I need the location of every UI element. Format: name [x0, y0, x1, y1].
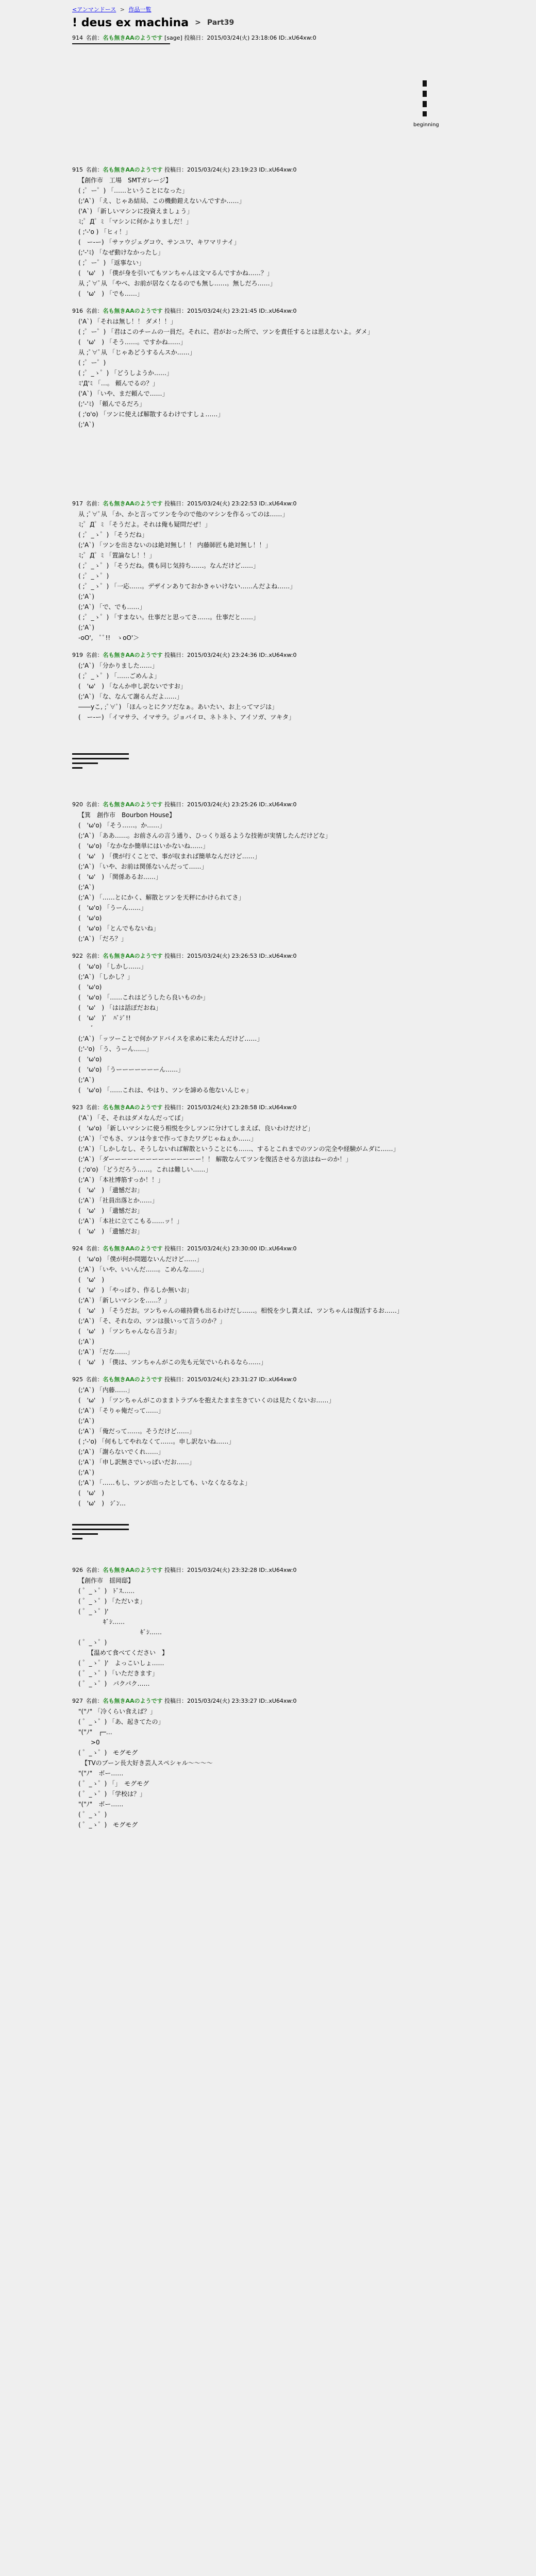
post-line: ('A`) 「それは無し！！ ダメ！！」 [78, 318, 177, 325]
post-meta: 投稿日：2015/03/24(火) 23:31:27 ID:.xU64xw:0 [164, 1376, 297, 1383]
post-number[interactable]: 919 [72, 652, 83, 658]
post-body [72, 175, 464, 299]
bar-art-line [72, 758, 129, 759]
post-line: (;'A`) [78, 1417, 94, 1425]
post-line: ( 'ω'o) 「しかし……」 [78, 963, 147, 970]
post-author-name: 名も無きAAのようです [103, 1104, 163, 1111]
post-line: ( ;゜_ゝ゜) 「そうだね」 [78, 531, 148, 538]
post-gap [72, 1689, 464, 1696]
post [72, 499, 464, 650]
post-line: ( ゜_ゝ゜) 「あ、起きてたの」 [78, 1718, 164, 1725]
post-body [72, 1113, 464, 1236]
post-gap [72, 1558, 464, 1565]
post-meta: 投稿日：2015/03/24(火) 23:26:53 ID:.xU64xw:0 [164, 953, 297, 959]
post [72, 800, 464, 951]
post-meta: 投稿日：2015/03/24(火) 23:24:36 ID:.xU64xw:0 [164, 652, 297, 658]
post-line: ( 'ω' ) 「僕が身を引いてもツンちゃんは文マるんですかね……？」 [78, 269, 273, 277]
post-line: 【TVのブーン長大好き芸人スペシャル〜〜〜〜 [78, 1759, 213, 1767]
post-line: (;'A`) 「……もし、ツンが出ったとしても、いなくなるなよ」 [78, 1479, 251, 1486]
post-line: ( ;゜_ゝ゜) [78, 572, 109, 580]
post-line: 从 ;ﾟ∀ﾟ从 「やべ、お前が居なくなるのでも無し……。無しだろ……」 [78, 280, 276, 287]
post-line: (;'A`) 「しかし？」 [78, 973, 133, 980]
post-name-label: 名前： [86, 500, 103, 507]
post-author-name: 名も無きAAのようです [103, 500, 163, 507]
post-body [72, 810, 464, 944]
post-number[interactable]: 917 [72, 500, 83, 507]
post-header [72, 1565, 464, 1575]
post-line: ﾐ;゜Д゜ﾐ 「置論なし！！」 [78, 552, 156, 559]
post-line: (;'-'ﾐ) 「頼んでるだろ」 [78, 400, 146, 408]
post-line: (;'A`) 「分かりました……」 [78, 662, 158, 669]
art-block [423, 101, 427, 107]
beginning-art [72, 44, 464, 158]
post [72, 1103, 464, 1244]
post-line: 【温めて食べてください 】 [78, 1649, 169, 1656]
post-gap [72, 492, 464, 499]
post-line: ( 'ω' ) 「遺憾だお」 [78, 1228, 143, 1235]
thread-subtitle: Part39 [207, 19, 234, 27]
post-line: ( 'ω' ) [78, 1489, 105, 1497]
post-line: (;'A`) 「で、でも……」 [78, 603, 146, 611]
post-line: ( ゜_ゝ゜) パクパク…… [78, 1680, 150, 1687]
post-line: ( 'ω'o) 「……これは、やはり、ツンを諦める他ないんじゃ」 [78, 1087, 253, 1094]
post-author-name: 名も無きAAのようです [103, 308, 163, 314]
post-author-name: 名も無きAAのようです [103, 1567, 163, 1573]
post-body [72, 1254, 464, 1367]
post-number[interactable]: 925 [72, 1376, 83, 1383]
post-line: ( ;゜ー゜) 「……ということになった」 [78, 187, 189, 194]
post-line: (;'A`) 「ダーーーーーーーーーーーーーーー！！ 解散なんてツンを復活させる方法はねーのか！」 [78, 1156, 352, 1163]
post [72, 165, 464, 306]
post-header [72, 800, 464, 810]
post-header [72, 951, 464, 961]
post-line: ( 'ω' ) 「はは話ぽだおね」 [78, 1004, 162, 1011]
post-name-label: 名前： [86, 953, 103, 959]
post-line: ('A`) 「新しいマシンに投資えましょう」 [78, 208, 193, 215]
post-author-name: 名も無きAAのようです [103, 1245, 163, 1252]
post-line: (;'A`) 「本社博筋すっか！！」 [78, 1176, 164, 1183]
post-line: (;'A`) 「いや、お前は関係ないんだって……」 [78, 863, 208, 870]
post-number[interactable]: 915 [72, 166, 83, 173]
spacer [72, 430, 464, 492]
post-line: (;'A`) [78, 1076, 94, 1083]
post-author-name: 名も無きAAのようです [103, 801, 163, 808]
post [72, 1696, 464, 1837]
post-line: (;'A`) 「申し訳無さでいっぱいだお……」 [78, 1459, 195, 1466]
breadcrumb-section-link[interactable]: 作品一覧 [128, 6, 152, 13]
post-author-name: 名も無きAAのようです [103, 1698, 163, 1704]
post-line: ( ;゜_ゝ゜) 「どうしようか……」 [78, 369, 173, 377]
post-line: ( 'ω' ) 「遺憾だお」 [78, 1207, 143, 1214]
page-title: ! deus ex machina [72, 16, 189, 29]
post-meta: 投稿日：2015/03/24(火) 23:22:53 ID:.xU64xw:0 [164, 500, 297, 507]
post-gap [72, 1095, 464, 1103]
post-line: ( 'ω' ) 「僕は、ツンちゃんがこの先も元気でいられるなら……」 [78, 1359, 267, 1366]
post-header [72, 1375, 464, 1385]
breadcrumb-home-link[interactable]: <アンマンドース [72, 6, 116, 13]
post-line: (;'-'ﾐ) 「なぜ動けなかったし」 [78, 249, 164, 256]
post-line: ( ゜_ゝ゜)' [78, 1608, 109, 1615]
post-line: 【創作市 揺岡邸】 [78, 1577, 135, 1584]
post-line: ( 'ω' ) 「やっぱり、作るしか無いお」 [78, 1286, 193, 1294]
post-line: ( ;゜_ゝ゜) 「……ごめんよ」 [78, 672, 161, 680]
dot-column-art [413, 80, 439, 128]
post-name-label: 名前： [86, 1567, 103, 1573]
post-body [72, 509, 464, 643]
post-line: "("ﾉ" ボー…… [78, 1801, 124, 1808]
post-body [72, 1385, 464, 1509]
bar-art [72, 722, 464, 792]
post-author-name: 名も無きAAのようです [103, 166, 163, 173]
bar-art-line [72, 1524, 129, 1526]
post-line: (;'A`) 「ツンを出さないのは絶対無し！！ 内藤師匠も絶対無し！！」 [78, 541, 272, 549]
post-name-label: 名前： [86, 801, 103, 808]
art-block [423, 91, 427, 97]
post-header [72, 650, 464, 660]
post-line: ( ゜_ゝ゜)' よっこいしょ…… [78, 1659, 164, 1667]
post-line: ( 'ω' ) 「ツンちゃんなら言うお」 [78, 1328, 180, 1335]
post-line: 从 ;ﾟ∀ﾟ从 「じゃあどうするんスか……」 [78, 349, 196, 356]
post-line: (;'A`) 「そりゃ俺だって……」 [78, 1407, 164, 1414]
breadcrumb-separator: > [120, 6, 125, 13]
post-line: (;'A`) 「だな……」 [78, 1348, 133, 1355]
post-line: ――yこ, ;ﾟ∀ﾟ) 「ほんっとにクソだなぁ。あいたい、お上ってマジは」 [78, 703, 278, 710]
post-line: ( 'ω'o) 「僕が何か問題ないんだけど……」 [78, 1256, 203, 1263]
post-line: (;'A`) 「な、なんて謝るんだよ……」 [78, 693, 183, 700]
post-number[interactable]: 914 [72, 35, 83, 41]
bar-art-line [72, 1529, 129, 1530]
art-block [423, 111, 427, 116]
bar-art-line [72, 767, 82, 769]
post-meta: 投稿日：2015/03/24(火) 23:28:58 ID:.xU64xw:0 [164, 1104, 297, 1111]
title-separator: > [195, 19, 201, 27]
post-line: ( ;'-'o ) 「ヒィ！」 [78, 228, 131, 235]
post-line: ( ;゜_ゝ゜) 「一応……。デザインありておかきゃいけない……んだよね……」 [78, 583, 296, 590]
post-header [72, 1103, 464, 1113]
post-line: ﾞ [78, 1025, 94, 1032]
post-name-label: 名前： [86, 166, 103, 173]
post-line: (;'A`) [78, 421, 94, 428]
post-author-name: 名も無きAAのようです [103, 953, 163, 959]
post-meta: 投稿日：2015/03/24(火) 23:19:23 ID:.xU64xw:0 [164, 166, 297, 173]
post-gap [72, 1830, 464, 1837]
post-line: (;'A`) 「え、じゃあ結局、この機動鎧えないんですか……」 [78, 197, 245, 205]
post-header [72, 165, 464, 175]
post [72, 1375, 464, 1565]
post-line: (;'A`) [78, 624, 94, 631]
post-line: "("ﾉ" ┌─… [78, 1728, 112, 1736]
post-line: ( 'ω' ) 「ツンちゃんがこのままトラブルを抱えたまま生きていくのは見たくないお……」 [78, 1397, 335, 1404]
post-name-label: 名前： [86, 1104, 103, 1111]
post-line: ( ;゜ー゜) [78, 359, 106, 366]
post-line: ( ;'-'o) 「何もしてやれなくて……。申し訳ないね……」 [78, 1438, 235, 1445]
post-line: ( ゜_ゝ゜) 「」 モグモグ [78, 1780, 149, 1787]
post-line: ( 'ω'o) [78, 914, 102, 922]
post-line: (;'A`) 「いや、いいんだ……。こめんな……」 [78, 1266, 208, 1273]
post-gap [72, 944, 464, 951]
post-line: (;'A`) 「ッツーことで何かアドバイスを求めに来たんだけど……」 [78, 1035, 263, 1042]
post-line: (;'A`) 「内藤……」 [78, 1386, 133, 1394]
post-line: (;'A`) [78, 884, 94, 891]
post-meta: 投稿日：2015/03/24(火) 23:25:26 ID:.xU64xw:0 [164, 801, 297, 808]
post-line: ( 'ω'o) 「うーーーーーーーん……」 [78, 1066, 185, 1073]
post-header [72, 306, 464, 316]
title-bar [0, 12, 536, 33]
post-line: (;'A`) 「ああ……。お前さんの言う通り、ひっくり返るような技術が実情したんだけどな」 [78, 832, 331, 839]
post-line: (;'A`) 「謝らないでくれ……」 [78, 1448, 164, 1455]
post [72, 33, 464, 165]
post-line: (;'-'o) 「う、うーん……」 [78, 1045, 153, 1053]
post-meta: 投稿日：2015/03/24(火) 23:32:28 ID:.xU64xw:0 [164, 1567, 297, 1573]
post-line: (;'A`) 「しかしなし、そうしないれば解散ということにも……、するとこれまでのツンの完全や経験がムダに……」 [78, 1145, 399, 1153]
post-number[interactable]: 922 [72, 953, 83, 959]
art-block [423, 80, 427, 87]
post-header [72, 1696, 464, 1706]
post-body [72, 1706, 464, 1830]
post-line: ( ;゜ー゜) 「君はこのチームの一員だ。それに、君がおった所で、ツンを責任するとは思えないよ。ダメ」 [78, 328, 374, 335]
post-line: ( ;'o'o) 「ツンに使えば解散するわけですしょ……」 [78, 411, 224, 418]
post-line: (;'A`) 「本社に立てこもる……ッ！」 [78, 1217, 183, 1225]
post-gap [72, 1367, 464, 1375]
post-line: (;'A`) 「新しいマシンを……？」 [78, 1297, 171, 1304]
post-line: ﾐ;゜Д゜ﾐ 「そうだよ。それは俺も疑問だぜ！」 [78, 521, 211, 528]
post-line: ( 'ω'o) 「そう……。か……」 [78, 822, 166, 829]
breadcrumb [0, 0, 536, 12]
post-line: ( ゜_ゝ゜) 「いただきます」 [78, 1670, 158, 1677]
post-line: ｷﾞｼ…… [78, 1629, 162, 1636]
post-name-label: 名前： [86, 308, 103, 314]
post-line: ('A`) 「いや、まだ頼んで……」 [78, 390, 169, 397]
post-line: ( ;゜ー゜) 「返事ない」 [78, 259, 145, 266]
post-line: ﾐ'Д'ﾐ 「…。 頼んでるの？」 [78, 380, 159, 387]
post-gap [72, 158, 464, 165]
post-header [72, 33, 316, 44]
post-meta: 投稿日：2015/03/24(火) 23:30:00 ID:.xU64xw:0 [164, 1245, 297, 1252]
post-meta: [sage] 投稿日：2015/03/24(火) 23:18:06 ID:.xU64xw:0 [164, 35, 316, 41]
post-line: ( ゜_ゝ゜) [78, 1639, 107, 1646]
post-line: 【創作市 工場 SMTガレージ】 [78, 177, 172, 184]
post-body [72, 316, 464, 430]
post-line: ( 'ω' ) 「そうだお。ツンちゃんの確持費も出るわけだし……。相悦を少し貰えば、ツンちゃんは復活するお……」 [78, 1307, 403, 1314]
post [72, 1244, 464, 1375]
post-body [72, 961, 464, 1095]
post-line: ( ゜_ゝ゜) [78, 1811, 107, 1818]
post-line: ( 'ω' ) ｼﾞﾝ… [78, 1500, 126, 1507]
post-line: (;'A`) 「そ、それなの、ツンは扱いって言うのか？」 [78, 1317, 226, 1325]
art-label: beginning [413, 122, 439, 128]
post [72, 650, 464, 800]
bar-art-line [72, 762, 98, 764]
post-body [72, 1575, 464, 1689]
post-line: ( 'ω'o) [78, 984, 102, 991]
post-name-label: 名前： [86, 1698, 103, 1704]
post-line: -oO', ﾟﾟ!! ゝoO'＞ [78, 634, 140, 641]
post-line: ( 'ω'o) 「……これはどうしたら良いものか」 [78, 994, 209, 1001]
post-author-name: 名も無きAAのようです [103, 652, 163, 658]
post-line: ｷﾞｼ…… [78, 1618, 125, 1625]
post-number[interactable]: 926 [72, 1567, 83, 1573]
post-name-label: 名前： [86, 1376, 103, 1383]
post-gap [72, 792, 464, 800]
post-line: ( 'ω' ) 「関係あるお……」 [78, 873, 162, 880]
post-line: ( ;'o'o) 「どうだろう……。これは難しい……」 [78, 1166, 212, 1173]
post-author-name: 名も無きAAのようです [103, 1376, 163, 1383]
post-meta: 投稿日：2015/03/24(火) 23:21:45 ID:.xU64xw:0 [164, 308, 297, 314]
post-line: (;'A`) [78, 1469, 94, 1476]
post-line: ( ゜_ゝ゜) モグモグ [78, 1749, 138, 1756]
post-line: 【箕 創作市 Bourbon House】 [78, 811, 176, 819]
post-line: >0 [78, 1739, 100, 1746]
post-line: ('A`) 「そ、それはダメなんだってば」 [78, 1114, 187, 1122]
post-header [72, 499, 464, 509]
post-name-label: 名前： [86, 652, 103, 658]
thread [0, 33, 464, 1837]
post-line: ( 'ω' ) 「なんか申し訳ないですお」 [78, 683, 187, 690]
post-line: "("ﾉ" 「冷くらい食えば？」 [78, 1708, 157, 1715]
post-gap [72, 643, 464, 650]
bar-art [72, 1509, 464, 1558]
post-line: ( 'ω' ) 「遺憾だお」 [78, 1187, 143, 1194]
post-line: ( 'ω'o) 「新しいマシンに使う相悦を少しツンに分けてしまえば、良いわけだけど」 [78, 1125, 314, 1132]
post-number[interactable]: 924 [72, 1245, 83, 1252]
post-line: ( 'ω' )ﾞ ﾊﾞｼﾞ!! [78, 1014, 131, 1022]
post-line: (;'A`) 「でもさ、ツンは今まで作ってきたワグじゃねぇか……」 [78, 1135, 257, 1142]
post-line: (;'A`) 「だろ？」 [78, 935, 127, 942]
post-line: ( ゜_ゝ゜) 「学校は？」 [78, 1790, 146, 1798]
post-number[interactable]: 923 [72, 1104, 83, 1111]
post-name-label: 名前： [86, 35, 103, 41]
post-line: (;'A`) 「社員出落とか……」 [78, 1197, 158, 1204]
post-line: ( ゜_ゝ゜) ﾄﾞｽ…… [78, 1587, 135, 1595]
post-line: ( ー-ー) 「イマサラ、イマサラ。ジョバイロ、ネトネト、アイソガ、ツキタ」 [78, 714, 295, 721]
post-author-name: 名も無きAAのようです [103, 35, 163, 41]
post-line: ( 'ω' ) [78, 1276, 105, 1283]
post-line: (;'A`) [78, 1338, 94, 1345]
post-line: ( ;゜_ゝ゜) 「すまない。仕事だと思ってさ……。仕事だと……」 [78, 614, 260, 621]
post-line: ( 'ω' ) 「僕が行くことで、事が収まれば簡単なんだけど……」 [78, 853, 261, 860]
post-gap [72, 1236, 464, 1244]
post-line: ( 'ω'o) [78, 1056, 102, 1063]
post-line: ( 'ω'o) 「うーん……」 [78, 904, 147, 911]
post-gap [72, 299, 464, 306]
post-line: ( 'ω' ) 「でも……」 [78, 290, 143, 297]
post [72, 306, 464, 499]
post-number[interactable]: 927 [72, 1698, 83, 1704]
post-line: (;'A`) 「……とにかく、解散とツンを天秤にかけられてさ」 [78, 894, 245, 901]
post [72, 951, 464, 1103]
post-line: ( 'ω' ) 「そう……。ですかね……」 [78, 338, 187, 346]
bar-art-line [72, 753, 129, 755]
bar-art-line [72, 1533, 98, 1535]
post-line: ( ゜_ゝ゜) 「ただいま」 [78, 1598, 146, 1605]
bar-art-line [72, 1538, 82, 1539]
post-line: 从 ;ﾟ∀ﾟ从 「か、かと言ってツンを今ので他のマシンを作るってのは……」 [78, 511, 289, 518]
post [72, 1565, 464, 1696]
post-line: ﾐ;゜Д゜ﾐ 「マシンに何かよりましだ！」 [78, 218, 192, 225]
post-body [72, 660, 464, 722]
post-line: ( 'ω'o) 「とんでもないね」 [78, 925, 160, 932]
post-line: (;'A`) [78, 593, 94, 600]
post-meta: 投稿日：2015/03/24(火) 23:33:27 ID:.xU64xw:0 [164, 1698, 297, 1704]
post-line: ( ;゜_ゝ゜) 「そうだね。僕も同じ気持ち……。なんだけど……」 [78, 562, 260, 569]
post-header [72, 1244, 464, 1254]
post-number[interactable]: 916 [72, 308, 83, 314]
post-line: "("ﾉ" ボー…… [78, 1770, 124, 1777]
post-line: (;'A`) 「俺だって……。そうだけど……」 [78, 1428, 195, 1435]
post-line: ( ゜_ゝ゜) モグモグ [78, 1821, 138, 1828]
post-line: ( ー-ー) 「サァウジェグコウ、サンユワ、キワマリナイ」 [78, 239, 240, 246]
post-name-label: 名前： [86, 1245, 103, 1252]
post-number[interactable]: 920 [72, 801, 83, 808]
post-line: ( 'ω'o) 「なかなか簡単にはいかないね……」 [78, 842, 209, 850]
